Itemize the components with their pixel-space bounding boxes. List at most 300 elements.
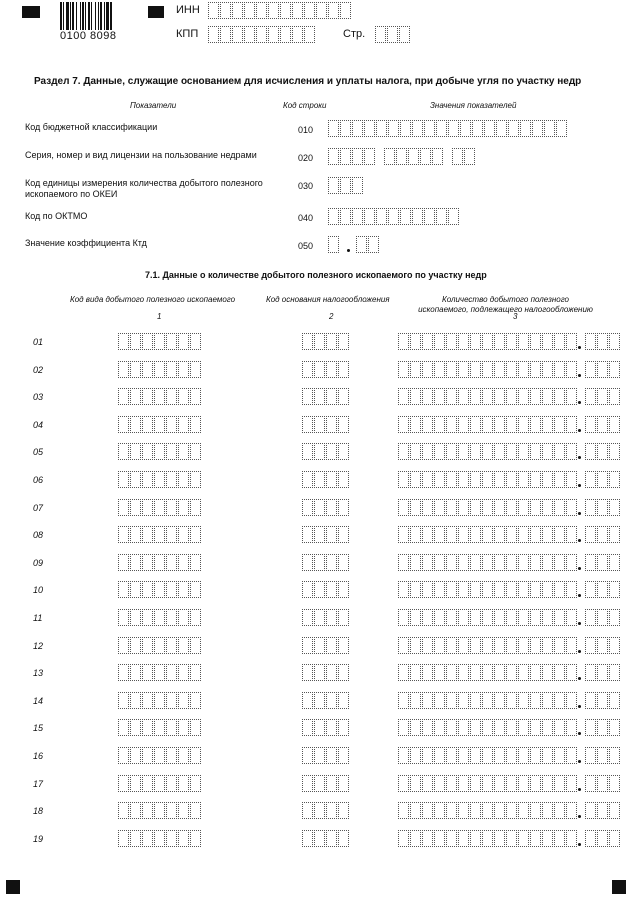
input-cell[interactable] <box>118 664 129 681</box>
input-cell[interactable] <box>340 208 351 225</box>
input-cell[interactable] <box>142 443 153 460</box>
input-cell[interactable] <box>400 208 411 225</box>
input-cell[interactable] <box>410 719 421 736</box>
input-cell[interactable] <box>609 526 620 543</box>
input-cell[interactable] <box>494 388 505 405</box>
input-cell[interactable] <box>408 148 419 165</box>
input-cell[interactable] <box>458 830 469 847</box>
input-cell[interactable] <box>434 664 445 681</box>
input-cell[interactable] <box>338 361 349 378</box>
input-cell[interactable] <box>585 581 596 598</box>
input-cell[interactable] <box>446 526 457 543</box>
taxation-basis-code-field[interactable] <box>302 471 350 488</box>
input-cell[interactable] <box>566 333 577 350</box>
input-cell[interactable] <box>398 554 409 571</box>
taxation-basis-code-field[interactable] <box>302 526 350 543</box>
input-cell[interactable] <box>190 361 201 378</box>
input-cell[interactable] <box>422 388 433 405</box>
input-cell[interactable] <box>482 775 493 792</box>
input-cell[interactable] <box>130 581 141 598</box>
input-cell[interactable] <box>166 747 177 764</box>
input-cell[interactable] <box>422 581 433 598</box>
input-cell[interactable] <box>597 747 608 764</box>
input-cell[interactable] <box>518 719 529 736</box>
input-cell[interactable] <box>244 26 255 43</box>
input-cell[interactable] <box>506 664 517 681</box>
input-cell[interactable] <box>178 719 189 736</box>
input-cell[interactable] <box>518 692 529 709</box>
input-cell[interactable] <box>190 526 201 543</box>
input-cell[interactable] <box>292 2 303 19</box>
input-cell[interactable] <box>166 388 177 405</box>
input-cell[interactable] <box>364 208 375 225</box>
mineral-type-code-field[interactable] <box>118 471 202 488</box>
input-cell[interactable] <box>609 664 620 681</box>
input-cell[interactable] <box>178 526 189 543</box>
input-cell[interactable] <box>326 664 337 681</box>
input-cell[interactable] <box>314 361 325 378</box>
mineral-type-code-field[interactable] <box>118 499 202 516</box>
input-cell[interactable] <box>130 664 141 681</box>
input-cell[interactable] <box>542 664 553 681</box>
input-cell[interactable] <box>544 120 555 137</box>
input-cell[interactable] <box>178 443 189 460</box>
input-cell[interactable] <box>597 526 608 543</box>
input-cell[interactable] <box>190 802 201 819</box>
input-cell[interactable] <box>556 120 567 137</box>
input-cell[interactable] <box>268 26 279 43</box>
input-cell[interactable] <box>422 609 433 626</box>
input-cell[interactable] <box>609 802 620 819</box>
input-cell[interactable] <box>609 747 620 764</box>
input-cell[interactable] <box>399 26 410 43</box>
input-cell[interactable] <box>166 664 177 681</box>
input-cell[interactable] <box>554 443 565 460</box>
input-cell[interactable] <box>302 526 313 543</box>
input-cell[interactable] <box>326 388 337 405</box>
input-cell[interactable] <box>232 26 243 43</box>
input-cell[interactable] <box>458 554 469 571</box>
input-cell[interactable] <box>446 443 457 460</box>
taxation-basis-code-field[interactable] <box>302 609 350 626</box>
input-cell[interactable] <box>232 2 243 19</box>
input-cell[interactable] <box>482 747 493 764</box>
input-cell[interactable] <box>585 471 596 488</box>
input-cell[interactable] <box>302 719 313 736</box>
input-cell[interactable] <box>130 471 141 488</box>
coefficient-ktd-fraction-field[interactable] <box>356 236 380 253</box>
input-cell[interactable] <box>398 499 409 516</box>
input-cell[interactable] <box>585 637 596 654</box>
input-cell[interactable] <box>530 692 541 709</box>
input-cell[interactable] <box>302 361 313 378</box>
quantity-integer-field[interactable] <box>398 388 578 405</box>
input-cell[interactable] <box>364 120 375 137</box>
input-cell[interactable] <box>166 692 177 709</box>
input-cell[interactable] <box>530 581 541 598</box>
input-cell[interactable] <box>518 830 529 847</box>
input-cell[interactable] <box>482 609 493 626</box>
input-cell[interactable] <box>142 775 153 792</box>
input-cell[interactable] <box>166 581 177 598</box>
input-cell[interactable] <box>482 802 493 819</box>
input-cell[interactable] <box>566 775 577 792</box>
input-cell[interactable] <box>597 802 608 819</box>
input-cell[interactable] <box>328 148 339 165</box>
input-cell[interactable] <box>470 830 481 847</box>
input-cell[interactable] <box>566 637 577 654</box>
input-cell[interactable] <box>434 830 445 847</box>
quantity-integer-field[interactable] <box>398 499 578 516</box>
input-cell[interactable] <box>494 830 505 847</box>
input-cell[interactable] <box>609 333 620 350</box>
input-cell[interactable] <box>130 775 141 792</box>
input-cell[interactable] <box>340 148 351 165</box>
input-cell[interactable] <box>597 499 608 516</box>
quantity-fraction-field[interactable] <box>585 388 621 405</box>
input-cell[interactable] <box>190 609 201 626</box>
input-cell[interactable] <box>482 637 493 654</box>
quantity-integer-field[interactable] <box>398 609 578 626</box>
taxation-basis-code-field[interactable] <box>302 775 350 792</box>
input-cell[interactable] <box>400 120 411 137</box>
input-cell[interactable] <box>506 361 517 378</box>
quantity-integer-field[interactable] <box>398 443 578 460</box>
input-cell[interactable] <box>530 747 541 764</box>
input-cell[interactable] <box>597 775 608 792</box>
input-cell[interactable] <box>130 388 141 405</box>
input-cell[interactable] <box>434 637 445 654</box>
input-cell[interactable] <box>130 443 141 460</box>
input-cell[interactable] <box>566 747 577 764</box>
input-cell[interactable] <box>458 664 469 681</box>
input-cell[interactable] <box>130 609 141 626</box>
input-cell[interactable] <box>585 499 596 516</box>
input-cell[interactable] <box>585 554 596 571</box>
input-cell[interactable] <box>410 802 421 819</box>
input-cell[interactable] <box>585 830 596 847</box>
input-cell[interactable] <box>460 120 471 137</box>
input-cell[interactable] <box>494 554 505 571</box>
input-cell[interactable] <box>506 692 517 709</box>
input-cell[interactable] <box>422 802 433 819</box>
input-cell[interactable] <box>530 830 541 847</box>
input-cell[interactable] <box>130 637 141 654</box>
input-cell[interactable] <box>482 581 493 598</box>
input-cell[interactable] <box>422 830 433 847</box>
mineral-type-code-field[interactable] <box>118 747 202 764</box>
quantity-integer-field[interactable] <box>398 775 578 792</box>
input-cell[interactable] <box>494 526 505 543</box>
input-cell[interactable] <box>422 499 433 516</box>
taxation-basis-code-field[interactable] <box>302 499 350 516</box>
input-cell[interactable] <box>494 692 505 709</box>
input-cell[interactable] <box>118 499 129 516</box>
input-cell[interactable] <box>410 416 421 433</box>
input-cell[interactable] <box>597 637 608 654</box>
input-cell[interactable] <box>470 609 481 626</box>
input-cell[interactable] <box>508 120 519 137</box>
input-cell[interactable] <box>609 499 620 516</box>
input-cell[interactable] <box>338 333 349 350</box>
quantity-fraction-field[interactable] <box>585 637 621 654</box>
input-cell[interactable] <box>118 747 129 764</box>
input-cell[interactable] <box>609 361 620 378</box>
taxation-basis-code-field[interactable] <box>302 747 350 764</box>
input-cell[interactable] <box>506 388 517 405</box>
input-cell[interactable] <box>142 416 153 433</box>
page-number-field[interactable] <box>375 26 411 43</box>
input-cell[interactable] <box>458 719 469 736</box>
input-cell[interactable] <box>130 526 141 543</box>
input-cell[interactable] <box>398 581 409 598</box>
input-cell[interactable] <box>542 637 553 654</box>
input-cell[interactable] <box>154 664 165 681</box>
input-cell[interactable] <box>446 830 457 847</box>
input-cell[interactable] <box>530 388 541 405</box>
mineral-type-code-field[interactable] <box>118 692 202 709</box>
input-cell[interactable] <box>178 388 189 405</box>
input-cell[interactable] <box>482 388 493 405</box>
input-cell[interactable] <box>494 333 505 350</box>
input-cell[interactable] <box>410 609 421 626</box>
mineral-type-code-field[interactable] <box>118 609 202 626</box>
input-cell[interactable] <box>470 388 481 405</box>
input-cell[interactable] <box>302 802 313 819</box>
input-cell[interactable] <box>446 333 457 350</box>
input-cell[interactable] <box>434 416 445 433</box>
input-cell[interactable] <box>208 2 219 19</box>
input-cell[interactable] <box>446 637 457 654</box>
input-cell[interactable] <box>434 609 445 626</box>
input-cell[interactable] <box>130 416 141 433</box>
input-cell[interactable] <box>118 333 129 350</box>
input-cell[interactable] <box>609 830 620 847</box>
input-cell[interactable] <box>326 526 337 543</box>
input-cell[interactable] <box>494 361 505 378</box>
input-cell[interactable] <box>326 609 337 626</box>
input-cell[interactable] <box>530 333 541 350</box>
input-cell[interactable] <box>542 388 553 405</box>
input-cell[interactable] <box>542 554 553 571</box>
input-cell[interactable] <box>410 333 421 350</box>
input-cell[interactable] <box>597 719 608 736</box>
input-cell[interactable] <box>494 609 505 626</box>
input-cell[interactable] <box>338 443 349 460</box>
input-cell[interactable] <box>166 775 177 792</box>
input-cell[interactable] <box>609 637 620 654</box>
taxation-basis-code-field[interactable] <box>302 554 350 571</box>
input-cell[interactable] <box>178 416 189 433</box>
input-cell[interactable] <box>518 802 529 819</box>
input-cell[interactable] <box>554 830 565 847</box>
input-cell[interactable] <box>326 471 337 488</box>
input-cell[interactable] <box>314 526 325 543</box>
input-cell[interactable] <box>597 471 608 488</box>
taxation-basis-code-field[interactable] <box>302 333 350 350</box>
input-cell[interactable] <box>506 830 517 847</box>
input-cell[interactable] <box>190 664 201 681</box>
input-cell[interactable] <box>326 499 337 516</box>
quantity-fraction-field[interactable] <box>585 581 621 598</box>
input-cell[interactable] <box>446 609 457 626</box>
input-cell[interactable] <box>384 148 395 165</box>
input-cell[interactable] <box>484 120 495 137</box>
input-cell[interactable] <box>518 664 529 681</box>
input-cell[interactable] <box>464 148 475 165</box>
input-cell[interactable] <box>566 664 577 681</box>
input-cell[interactable] <box>190 581 201 598</box>
input-cell[interactable] <box>482 719 493 736</box>
quantity-fraction-field[interactable] <box>585 333 621 350</box>
input-cell[interactable] <box>340 2 351 19</box>
coefficient-ktd-integer-field[interactable] <box>328 236 340 253</box>
input-cell[interactable] <box>326 802 337 819</box>
input-cell[interactable] <box>458 526 469 543</box>
input-cell[interactable] <box>542 830 553 847</box>
input-cell[interactable] <box>530 499 541 516</box>
input-cell[interactable] <box>190 416 201 433</box>
input-cell[interactable] <box>530 526 541 543</box>
input-cell[interactable] <box>566 830 577 847</box>
input-cell[interactable] <box>387 26 398 43</box>
input-cell[interactable] <box>220 2 231 19</box>
input-cell[interactable] <box>585 333 596 350</box>
input-cell[interactable] <box>178 802 189 819</box>
input-cell[interactable] <box>597 609 608 626</box>
input-cell[interactable] <box>422 775 433 792</box>
input-cell[interactable] <box>338 719 349 736</box>
quantity-integer-field[interactable] <box>398 664 578 681</box>
input-cell[interactable] <box>166 637 177 654</box>
input-cell[interactable] <box>166 554 177 571</box>
input-cell[interactable] <box>314 719 325 736</box>
input-cell[interactable] <box>436 208 447 225</box>
input-cell[interactable] <box>554 747 565 764</box>
input-cell[interactable] <box>554 692 565 709</box>
input-cell[interactable] <box>470 333 481 350</box>
input-cell[interactable] <box>398 830 409 847</box>
input-cell[interactable] <box>314 499 325 516</box>
input-cell[interactable] <box>154 830 165 847</box>
input-cell[interactable] <box>178 554 189 571</box>
input-cell[interactable] <box>554 554 565 571</box>
input-cell[interactable] <box>314 333 325 350</box>
input-cell[interactable] <box>530 637 541 654</box>
oktmo-code-field[interactable] <box>328 208 460 225</box>
input-cell[interactable] <box>554 499 565 516</box>
input-cell[interactable] <box>422 692 433 709</box>
input-cell[interactable] <box>178 664 189 681</box>
input-cell[interactable] <box>166 609 177 626</box>
input-cell[interactable] <box>166 830 177 847</box>
quantity-integer-field[interactable] <box>398 471 578 488</box>
input-cell[interactable] <box>398 471 409 488</box>
input-cell[interactable] <box>154 471 165 488</box>
input-cell[interactable] <box>314 609 325 626</box>
input-cell[interactable] <box>530 609 541 626</box>
input-cell[interactable] <box>482 499 493 516</box>
input-cell[interactable] <box>422 333 433 350</box>
input-cell[interactable] <box>338 471 349 488</box>
input-cell[interactable] <box>532 120 543 137</box>
input-cell[interactable] <box>506 609 517 626</box>
input-cell[interactable] <box>542 443 553 460</box>
mineral-type-code-field[interactable] <box>118 775 202 792</box>
input-cell[interactable] <box>506 554 517 571</box>
input-cell[interactable] <box>388 208 399 225</box>
input-cell[interactable] <box>609 471 620 488</box>
input-cell[interactable] <box>316 2 327 19</box>
input-cell[interactable] <box>422 747 433 764</box>
input-cell[interactable] <box>314 637 325 654</box>
input-cell[interactable] <box>422 526 433 543</box>
input-cell[interactable] <box>142 554 153 571</box>
input-cell[interactable] <box>154 692 165 709</box>
mineral-type-code-field[interactable] <box>118 719 202 736</box>
input-cell[interactable] <box>446 719 457 736</box>
input-cell[interactable] <box>326 719 337 736</box>
input-cell[interactable] <box>434 443 445 460</box>
input-cell[interactable] <box>130 499 141 516</box>
input-cell[interactable] <box>530 719 541 736</box>
input-cell[interactable] <box>470 361 481 378</box>
input-cell[interactable] <box>280 26 291 43</box>
quantity-fraction-field[interactable] <box>585 830 621 847</box>
input-cell[interactable] <box>190 554 201 571</box>
license-field[interactable] <box>328 148 476 165</box>
input-cell[interactable] <box>118 443 129 460</box>
input-cell[interactable] <box>302 554 313 571</box>
input-cell[interactable] <box>470 747 481 764</box>
input-cell[interactable] <box>434 775 445 792</box>
input-cell[interactable] <box>190 747 201 764</box>
input-cell[interactable] <box>506 581 517 598</box>
input-cell[interactable] <box>396 148 407 165</box>
input-cell[interactable] <box>542 609 553 626</box>
input-cell[interactable] <box>434 747 445 764</box>
input-cell[interactable] <box>190 471 201 488</box>
taxation-basis-code-field[interactable] <box>302 416 350 433</box>
input-cell[interactable] <box>542 416 553 433</box>
taxation-basis-code-field[interactable] <box>302 802 350 819</box>
input-cell[interactable] <box>585 416 596 433</box>
input-cell[interactable] <box>376 120 387 137</box>
input-cell[interactable] <box>166 333 177 350</box>
input-cell[interactable] <box>118 830 129 847</box>
input-cell[interactable] <box>410 775 421 792</box>
input-cell[interactable] <box>352 177 363 194</box>
input-cell[interactable] <box>166 802 177 819</box>
input-cell[interactable] <box>470 719 481 736</box>
input-cell[interactable] <box>314 581 325 598</box>
input-cell[interactable] <box>338 747 349 764</box>
input-cell[interactable] <box>326 830 337 847</box>
mineral-type-code-field[interactable] <box>118 554 202 571</box>
quantity-fraction-field[interactable] <box>585 719 621 736</box>
input-cell[interactable] <box>292 26 303 43</box>
input-cell[interactable] <box>494 664 505 681</box>
input-cell[interactable] <box>130 554 141 571</box>
quantity-integer-field[interactable] <box>398 581 578 598</box>
input-cell[interactable] <box>118 361 129 378</box>
input-cell[interactable] <box>542 775 553 792</box>
input-cell[interactable] <box>410 499 421 516</box>
input-cell[interactable] <box>328 2 339 19</box>
input-cell[interactable] <box>542 499 553 516</box>
input-cell[interactable] <box>458 609 469 626</box>
quantity-integer-field[interactable] <box>398 554 578 571</box>
